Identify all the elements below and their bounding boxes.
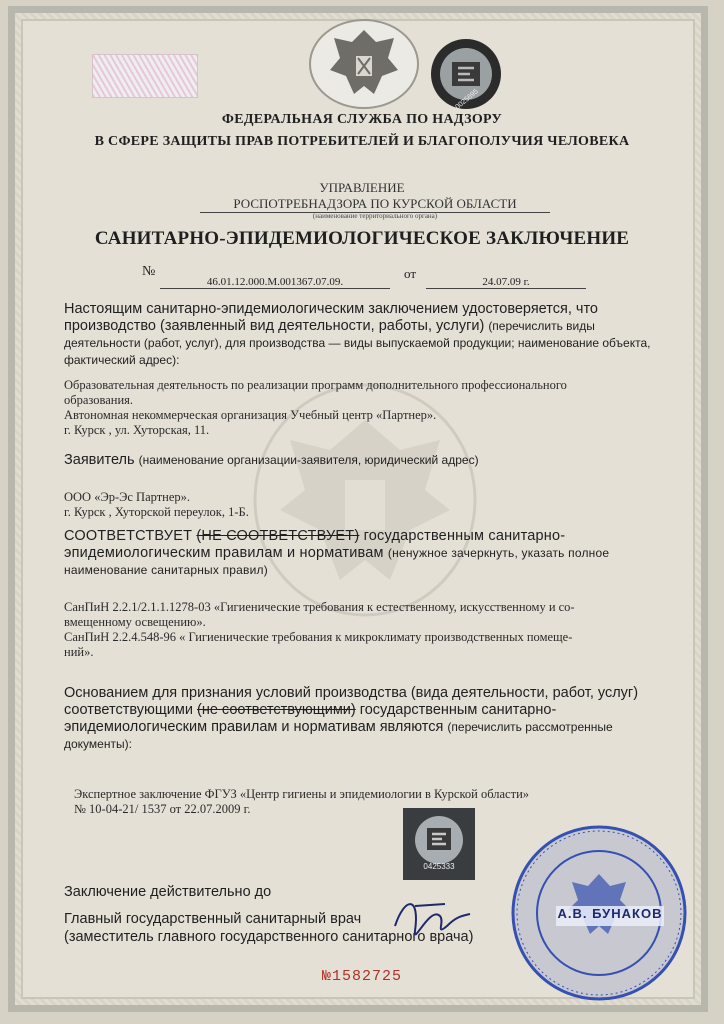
conformity-paragraph <box>64 528 674 579</box>
applicant-line: г. Курск , Хуторской переулок, 1-Б. <box>64 505 249 519</box>
serial-number: №1582725 <box>321 968 402 985</box>
hologram-code: 0425333 <box>423 862 455 871</box>
rule-line: вмещенному освещению». <box>64 615 206 629</box>
document-title: САНИТАРНО-ЭПИДЕМИОЛОГИЧЕСКОЕ ЗАКЛЮЧЕНИЕ <box>94 228 630 249</box>
applicant-label: Заявитель <box>64 452 135 468</box>
conformity-rest: государственным санитарно-эпидемиологическим правилам и нормативам <box>64 528 566 561</box>
rule-line: СанПиН 2.2.4.548-96 « Гигиенические требования к микроклимату производственных помеще- <box>64 630 573 644</box>
doctor-deputy: (заместитель главного государственного санитарного врача) <box>64 929 474 945</box>
activity-line: Автономная некоммерческая организация Учебный центр «Партнер». <box>64 408 437 422</box>
date-prefix: от <box>404 266 417 281</box>
expert-block <box>74 787 634 817</box>
applicant-label-row <box>64 452 674 469</box>
agency-line-2: В СФЕРЕ ЗАЩИТЫ ПРАВ ПОТРЕБИТЕЛЕЙ И БЛАГОПОЛУЧИЯ ЧЕЛОВЕКА <box>94 134 630 149</box>
basis-paragraph <box>64 685 674 753</box>
number-sign: № <box>142 264 156 279</box>
applicant-note: (наименование организации-заявителя, юридический адрес) <box>138 453 479 467</box>
activity-line: Образовательная деятельность по реализации программ дополнительного профессионального <box>64 378 567 392</box>
security-pattern <box>92 54 198 98</box>
rules-block <box>64 600 664 660</box>
department-line-1: УПРАВЛЕНИЕ <box>319 180 405 195</box>
hologram-code: 0025695 <box>454 88 480 112</box>
basis-text-2: государственным санитарно-эпидемиологическим правилам и нормативам являются <box>64 702 557 735</box>
document-date: 24.07.09 г. <box>426 276 586 289</box>
agency-line-1: ФЕДЕРАЛЬНАЯ СЛУЖБА ПО НАДЗОРУ <box>221 112 503 127</box>
signature <box>385 886 485 956</box>
activity-block <box>64 378 674 438</box>
intro-text: Настоящим санитарно-эпидемиологическим заключением удостоверяется, что производство (заявленный вид деятельности, работы, услуги) <box>64 301 598 334</box>
applicant-line: ООО «Эр-Эс Партнер». <box>64 490 191 504</box>
department-note: (наименование территориального органа) <box>312 212 438 220</box>
basis-struck: (не соответствующими) <box>197 702 356 718</box>
expert-line: Экспертное заключение ФГУЗ «Центр гигиены и эпидемиологии в Курской области» <box>74 787 530 801</box>
conformity-note: (ненужное зачеркнуть, указать полное наименование санитарных правил) <box>64 546 610 577</box>
activity-line: г. Курск , ул. Хуторская, 11. <box>64 423 210 437</box>
rule-line: ний». <box>64 645 94 659</box>
conformity-struck: (НЕ СООТВЕТСТВУЕТ) <box>196 528 360 544</box>
doctor-title: Главный государственный санитарный врач <box>64 911 362 927</box>
rule-line: СанПиН 2.2.1/2.1.1.1278-03 «Гигиенические требования к естественному, искусственному и со- <box>64 600 575 614</box>
basis-text-1: Основанием для признания условий производства (вида деятельности, работ, услуг) соответствующими <box>64 685 639 718</box>
document-number: 46.01.12.000.М.001367.07.09. <box>160 276 390 289</box>
intro-note: (перечислить виды деятельности (работ, услуг), для производства — виды выпускаемой продукции; наименование объекта, фактический адрес): <box>64 319 651 367</box>
department-line-2: РОСПОТРЕБНАДЗОРА ПО КУРСКОЙ ОБЛАСТИ <box>200 196 550 213</box>
conformity-word: СООТВЕТСТВУЕТ <box>64 528 193 544</box>
expert-line: № 10-04-21/ 1537 от 22.07.2009 г. <box>74 802 251 816</box>
activity-line: образования. <box>64 393 134 407</box>
valid-until: Заключение действительно до <box>64 884 272 900</box>
applicant-block <box>64 490 664 520</box>
basis-note: (перечислить рассмотренные документы): <box>64 720 613 751</box>
stamp-name: А.В. БУНАКОВ <box>556 906 664 926</box>
intro-paragraph <box>64 301 674 369</box>
state-emblem-icon <box>308 18 420 110</box>
